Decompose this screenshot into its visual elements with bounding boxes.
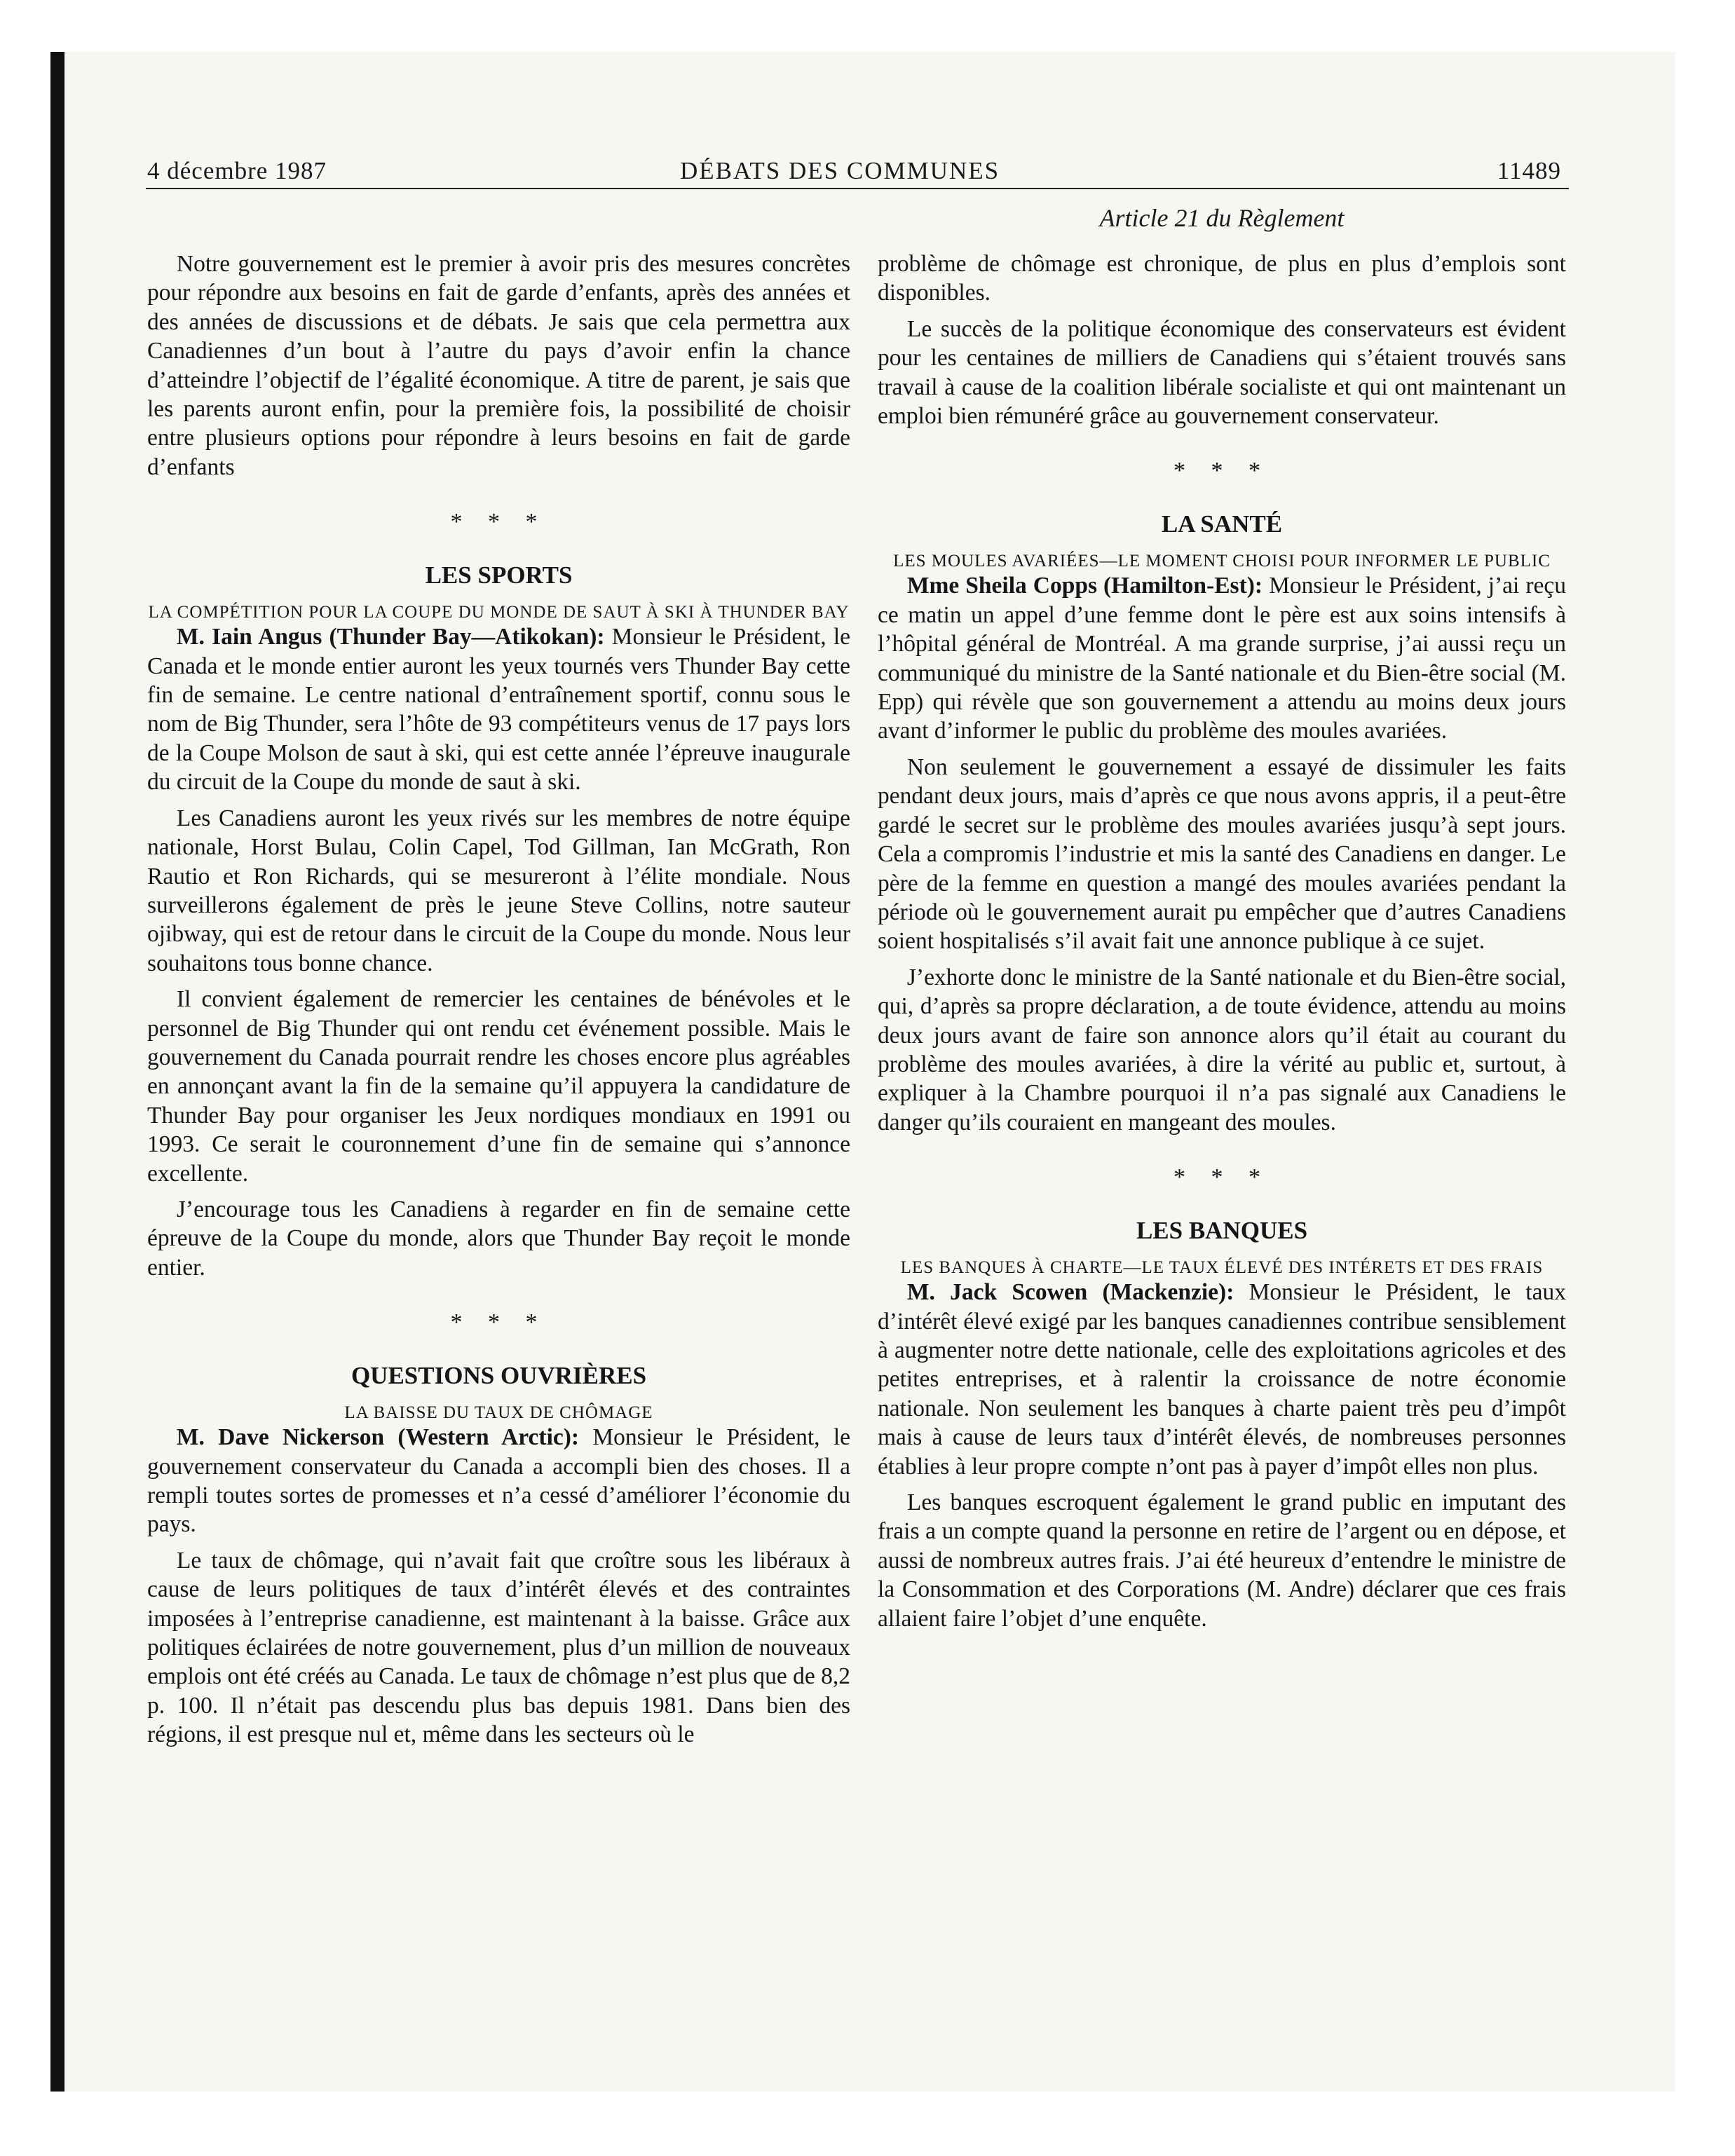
paragraph: Notre gouvernement est le premier à avoir pris des mesures concrètes pour répondre aux besoins en fait de garde d’enfants, après des années et des années de discussions et de débats. Je sais que cela permettra aux Canadiennes d’un bout à l’autre du pays d’avoir enfin la chance d’atteindre l’objectif de l’égalité économique. A titre de parent, je sais que les parents auront enfin, pour la première fois, la possibilité de choisir entre plusieurs options pour répondre à leurs besoins en fait de garde d’enfants: [147, 251, 850, 480]
speech-text: Monsieur le Président, j’ai reçu ce matin un appel d’une femme dont le père est aux soins intensifs à l’hôpital général de Montréal. A ma grande surprise, j’ai aussi reçu un communiqué du ministre de la Santé nationale et du Bien-être social (M. Epp) qui révèle que son gouvernement a attendu au moins deux jours avant d’informer le public du problème des moules avariées.: [878, 573, 1567, 744]
header-page-number: 11489: [1497, 157, 1561, 184]
header-rule: [146, 188, 1569, 189]
left-column: [147, 250, 850, 1749]
paragraph: problème de chômage est chronique, de plus en plus d’emplois sont disponibles.: [878, 251, 1566, 306]
speech-nickerson: [147, 1423, 850, 1539]
speech-text: Monsieur le Président, le gouvernement conservateur du Canada a accompli bien des choses. Il a rempli toutes sortes de promesses et n’a cessé d’améliorer l’économie du pays.: [147, 1424, 850, 1538]
section-separator: * * *: [450, 509, 547, 535]
paragraph: Les Canadiens auront les yeux rivés sur les membres de notre équipe nationale, Horst Bulau, Colin Capel, Tod Gillman, Ian McGrath, Ron Rautio et Ron Richards, qui se mesureront à l’élite mondiale. Nous surveillerons également de près le jeune Steve Collins, notre sauteur ojibway, qui est de retour dans le circuit de la Coupe du monde. Nous leur souhaitons tous bonne chance.: [147, 805, 850, 976]
section-separator: * * *: [450, 1309, 547, 1336]
paragraph: J’encourage tous les Canadiens à regarder en fin de semaine cette épreuve de la Coupe du monde, alors que Thunder Bay reçoit le monde entier.: [147, 1196, 850, 1281]
header-title: DÉBATS DES COMMUNES: [680, 157, 1000, 184]
paragraph: Le taux de chômage, qui n’avait fait que croître sous les libéraux à cause de leurs politiques de taux d’intérêt élevés et des contraintes imposées à l’entreprise canadienne, est maintenant à la baisse. Grâce aux politiques éclairées de notre gouvernement, plus d’un million de nouveaux emplois ont été créés au Canada. Le taux de chômage n’est plus que de 8,2 p. 100. Il n’était pas descendu plus bas depuis 1981. Dans bien des régions, il est presque nul et, même dans les secteurs où le: [147, 1547, 850, 1748]
section-heading-labour: QUESTIONS OUVRIÈRES: [351, 1362, 647, 1390]
speech-text: Monsieur le Président, le Canada et le monde entier auront les yeux tournés vers Thunder Bay cette fin de semaine. Le centre national d’entraînement sportif, connu sous le nom de Big Thunder, sera l’hôte de 93 compétiteurs venus de 17 pays lors de la Coupe Molson de saut à ski, qui est cette année l’épreuve inaugurale du circuit de la Coupe du monde de saut à ski.: [147, 624, 850, 796]
paragraph: Les banques escroquent également le grand public en imputant des frais a un compte quand la personne en retire de l’argent ou en dépose, et aussi de nombreux autres frais. J’ai été heureux d’entendre le ministre de la Consommation et des Corporations (M. Andre) déclarer que ces frais allaient faire l’objet d’une enquête.: [878, 1489, 1566, 1632]
section-heading-banks: LES BANQUES: [1136, 1217, 1308, 1245]
speech-angus: [147, 622, 850, 796]
speech-scowen: [878, 1278, 1566, 1481]
subheading-unemployment: LA BAISSE DU TAUX DE CHÔMAGE: [344, 1403, 653, 1423]
paragraph: J’exhorte donc le ministre de la Santé nationale et du Bien-être social, qui, d’après sa propre déclaration, a de toute évidence, attendu au moins deux jours avant de faire son annonce alors qu’il était au courant du problème des moules avariées, à dire la vérité au public et, surtout, à expliquer à la Chambre pourquoi il n’a pas signalé aux Canadiens le danger qu’ils couraient en mangeant des moules.: [878, 964, 1566, 1135]
subheading-mussels: LES MOULES AVARIÉES—LE MOMENT CHOISI POUR INFORMER LE PUBLIC: [893, 552, 1551, 571]
header-date: 4 décembre 1987: [147, 157, 327, 184]
section-heading-health: LA SANTÉ: [1161, 510, 1283, 538]
paragraph: Il convient également de remercier les centaines de bénévoles et le personnel de Big Thunder qui ont rendu cet événement possible. Mais le gouvernement du Canada pourrait rendre les choses encore plus agréables en annonçant avant la fin de la semaine qu’il appuyera la candidature de Thunder Bay pour organiser les Jeux nordiques mondiaux en 1991 ou 1993. Ce serait le couronnement d’une fin de semaine qui s’annonce excellente.: [147, 986, 850, 1187]
speaker-name: M. Jack Scowen (Mackenzie):: [906, 1279, 1234, 1306]
speaker-name: Mme Sheila Copps (Hamilton-Est):: [906, 573, 1263, 599]
subheading-ski-jump: LA COMPÉTITION POUR LA COUPE DU MONDE DE SAUT À SKI À THUNDER BAY: [148, 603, 850, 622]
paragraph: Le succès de la politique économique des conservateurs est évident pour les centaines de milliers de Canadiens qui s’étaient trouvés sans travail à cause de la coalition libérale socialiste et qui ont maintenant un emploi bien rémunéré grâce au gouvernement conservateur.: [878, 315, 1566, 430]
section-separator: * * *: [1173, 458, 1270, 484]
paragraph: Non seulement le gouvernement a essayé de dissimuler les faits pendant deux jours, mais d’après ce que nous avons appris, il a peut-être gardé le secret sur le problème des moules avariées jusqu’à sept jours. Cela a compromis l’industrie et mis la santé des Canadiens en danger. Le père de la femme en question a mangé des moules avariées pendant la période où le gouvernement aurait pu empêcher que d’autres Canadiens soient hospitalisés s’il avait fait une annonce publique à ce sujet.: [878, 753, 1566, 955]
header-subtitle: Article 21 du Règlement: [1099, 204, 1345, 232]
section-separator: * * *: [1173, 1164, 1270, 1191]
speech-text: Monsieur le Président, le taux d’intérêt élevé exigé par les banques canadiennes contribue sensiblement à augmenter notre dette nationale, celle des exploitations agricoles et des petites entreprises, et à ralentir la croissance de notre économie nationale. Non seulement les banques à charte paient très peu d’impôt mais à cause de leurs taux d’intérêt élevés, de nombreuses personnes établies à leur propre compte n’ont pas à payer d’impôt elles non plus.: [878, 1279, 1566, 1480]
speech-copps: [878, 571, 1566, 745]
speaker-name: M. Dave Nickerson (Western Arctic):: [176, 1424, 580, 1451]
scan-edge-bar: [50, 52, 64, 2092]
section-heading-sports: LES SPORTS: [425, 561, 573, 589]
right-column: [878, 250, 1566, 1633]
subheading-chartered-banks: LES BANQUES À CHARTE—LE TAUX ÉLEVÉ DES INTÉRETS ET DES FRAIS: [900, 1258, 1544, 1278]
speaker-name: M. Iain Angus (Thunder Bay—Atikokan):: [176, 624, 605, 650]
